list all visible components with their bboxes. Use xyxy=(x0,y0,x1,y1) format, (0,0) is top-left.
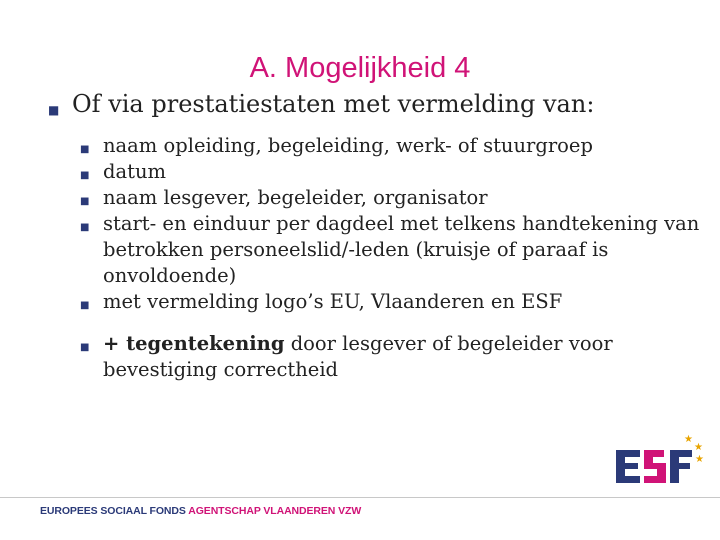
square-bullet-icon: ■ xyxy=(80,170,90,181)
footer-agency: AGENTSCHAP VLAANDEREN VZW xyxy=(188,505,362,517)
logo-letter-f xyxy=(670,450,692,483)
square-bullet-icon: ■ xyxy=(80,342,90,353)
list-item-countersign xyxy=(80,331,700,383)
footer-esf: EUROPEES SOCIAAL FONDS xyxy=(40,505,186,517)
square-bullet-icon: ■ xyxy=(80,196,90,207)
star-icon: ★ xyxy=(684,434,693,445)
square-bullet-icon: ■ xyxy=(48,103,60,117)
list-item-text: start- en einduur per dagdeel met telkens handtekening van betrokken personeelslid/-leden (kruisje of paraaf is onvoldoende) xyxy=(103,212,700,287)
list-item-text: met vermelding logo’s EU, Vlaanderen en ESF xyxy=(103,290,563,313)
countersign-text: door lesgever of begeleider voor bevestiging correctheid xyxy=(103,332,613,381)
logo-letter-e xyxy=(616,450,640,483)
slide-title: A. Mogelijkheid 4 xyxy=(249,52,471,84)
footer xyxy=(40,505,361,517)
list-item-text: naam opleiding, begeleiding, werk- of stuurgroep xyxy=(103,134,593,157)
star-icon: ★ xyxy=(694,442,703,453)
footer-divider xyxy=(0,497,720,498)
main-bullet xyxy=(48,89,720,119)
star-icon: ★ xyxy=(695,454,704,465)
square-bullet-icon: ■ xyxy=(80,222,90,233)
star-icons xyxy=(684,434,704,465)
esf-logo xyxy=(612,430,712,490)
list-item xyxy=(80,185,700,211)
countersign-bold-text: + tegentekening xyxy=(103,332,285,355)
square-bullet-icon: ■ xyxy=(80,144,90,155)
list-item-text: naam lesgever, begeleider, organisator xyxy=(103,186,488,209)
list-item xyxy=(80,211,700,289)
list-item xyxy=(80,289,700,315)
list-item xyxy=(80,159,700,185)
list-item xyxy=(80,133,700,159)
sub-bullet-list xyxy=(80,133,700,383)
square-bullet-icon: ■ xyxy=(80,300,90,311)
list-item-text: datum xyxy=(103,160,166,183)
logo-letter-s xyxy=(644,450,666,483)
main-bullet-text: Of via prestatiestaten met vermelding van: xyxy=(72,90,595,118)
